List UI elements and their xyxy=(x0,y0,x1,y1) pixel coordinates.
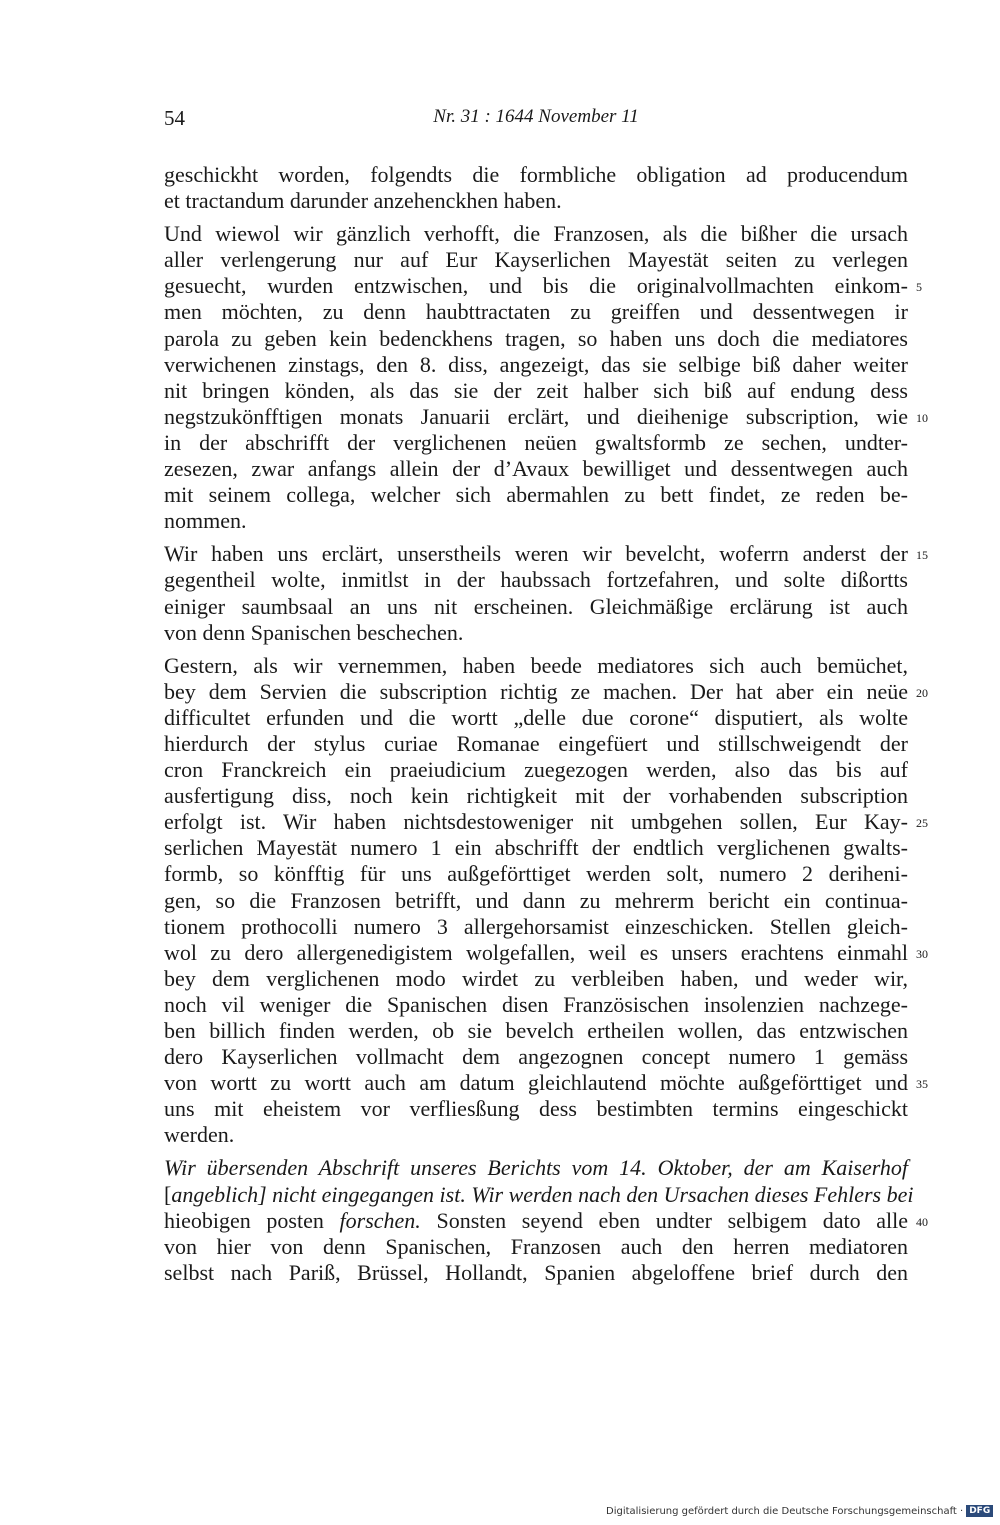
text-segment: cron Franckreich ein praeiudicium zuegezogen werden, also das bis auf xyxy=(164,757,908,783)
text-line xyxy=(164,482,908,508)
text-segment: von wortt zu wortt auch am datum gleichlautend möchte außgeförttiget und xyxy=(164,1070,908,1096)
text-segment: hieobigen posten xyxy=(164,1207,340,1233)
text-line xyxy=(164,620,908,646)
text-segment: ben billich finden werden, ob sie bevelch ertheilen wollen, das entzwischen xyxy=(164,1018,908,1043)
text-segment: nit bringen könden, als das sie der zeit halber sich biß auf endung dess xyxy=(164,377,908,403)
text-line xyxy=(164,541,928,567)
text-line xyxy=(164,939,928,966)
text-segment: angeblich xyxy=(171,1181,259,1207)
text-line xyxy=(164,888,908,914)
text-line xyxy=(164,1122,908,1148)
paragraph-gap xyxy=(164,214,908,221)
text-line xyxy=(164,247,908,273)
text-segment: bey dem Servien die subscription richtig ze machen. Der hat aber ein neüe xyxy=(164,678,908,704)
text-segment: mit seinem collega, welcher sich abermahlen zu bett findet, ze reden be- xyxy=(164,482,908,508)
text-segment: selbst nach Pariß, Brüssel, Hollandt, Spanien abgeloffene brief durch den xyxy=(164,1259,908,1285)
text-line xyxy=(164,1044,908,1070)
text-line xyxy=(164,508,908,534)
text-line xyxy=(164,1096,908,1122)
text-segment: geschickht worden, folgendts die formbliche obligation ad producendum xyxy=(164,162,908,187)
text-line xyxy=(164,809,928,835)
text-segment: Sonsten seyend eben undter selbigem dato alle xyxy=(420,1207,908,1233)
text-segment: forschen. xyxy=(339,1207,421,1233)
text-line xyxy=(164,456,908,482)
line-number: 40 xyxy=(916,1214,928,1229)
text-segment: gesuecht, wurden entzwischen, und bis die originalvollmachten einkom- xyxy=(164,273,908,299)
page-header xyxy=(164,106,908,136)
footer-credit xyxy=(606,1505,993,1517)
text-line xyxy=(164,1234,908,1260)
paragraph xyxy=(164,541,928,645)
text-line xyxy=(164,567,908,593)
text-line xyxy=(164,403,928,430)
text-line xyxy=(164,594,908,620)
text-segment: [ xyxy=(164,1181,172,1207)
text-segment: serlichen Mayestät numero 1 ein abschrifft der endtlich verglichenen gwalts- xyxy=(164,835,908,861)
text-line xyxy=(164,914,908,940)
text-line xyxy=(164,1260,908,1286)
line-number: 15 xyxy=(916,548,928,563)
text-segment: formb, so könfftig für uns außgeförttiget werden solt, numero 2 deriheni- xyxy=(164,861,908,887)
text-segment: bey dem verglichenen modo wirdet zu verbleiben haben, und weder wir, xyxy=(164,965,908,991)
text-line xyxy=(164,835,908,861)
paragraph xyxy=(164,162,908,214)
text-segment: aller verlengerung nur auf Eur Kayserlichen Mayestät seiten zu verlegen xyxy=(164,247,908,273)
paragraph xyxy=(164,652,928,1149)
text-line xyxy=(164,1181,914,1208)
text-line xyxy=(164,861,908,887)
line-number: 20 xyxy=(916,685,928,700)
text-segment: gen, so die Franzosen betrifft, und dann zu mehrerm bericht ein continua- xyxy=(164,887,908,913)
text-segment: parola zu geben kein bedenckhens tragen, so haben uns doch die mediatores xyxy=(164,325,908,351)
line-number: 5 xyxy=(916,280,922,295)
paragraph-gap xyxy=(164,534,908,541)
text-segment: gegentheil wolte, inmitlst in der haubssach fortzefahren, und solte dißortts xyxy=(164,567,908,593)
text-line xyxy=(164,273,922,299)
footer-text: Digitalisierung gefördert durch die Deutsche Forschungsgemeinschaft · xyxy=(606,1505,964,1517)
text-line xyxy=(164,1018,908,1044)
text-line xyxy=(164,757,908,783)
line-number: 30 xyxy=(916,946,928,961)
line-number: 10 xyxy=(916,410,928,425)
text-line xyxy=(164,1155,908,1181)
text-segment: von denn Spanischen beschechen. xyxy=(164,619,464,645)
line-number: 25 xyxy=(916,816,928,831)
text-line xyxy=(164,188,908,214)
text-segment: verwichenen zinstags, den 8. diss, angezeigt, das sie selbige biß daher weiter xyxy=(164,351,908,377)
text-line xyxy=(164,1070,928,1096)
text-segment: Gestern, als wir vernemmen, haben beede mediatores sich auch bemüchet, xyxy=(164,652,908,678)
text-segment: noch vil weniger die Spanischen disen Französischen insolenzien nachzege- xyxy=(164,991,908,1017)
text-line xyxy=(164,326,908,352)
line-number: 35 xyxy=(916,1077,928,1092)
text-segment: Wir übersenden Abschrift unseres Berichts vom 14. Oktober, der am Kaiserhof xyxy=(164,1155,908,1181)
text-line xyxy=(164,653,908,679)
text-line xyxy=(164,352,908,378)
paragraph-gap xyxy=(164,1148,908,1155)
text-segment: Wir haben uns erclärt, unserstheils weren wir bevelcht, woferrn anderst der xyxy=(164,541,908,567)
text-line xyxy=(164,783,908,809)
text-segment: zesezen, zwar anfangs allein der d’Avaux bewilliget und dessentwegen auch xyxy=(164,456,908,482)
text-line xyxy=(164,966,908,992)
text-segment: Und wiewol wir gänzlich verhofft, die Franzosen, als die bißher die ursach xyxy=(164,221,908,247)
dfg-logo: DFG xyxy=(966,1505,993,1517)
text-line xyxy=(164,678,928,705)
running-title: Nr. 31 : 1644 November 11 xyxy=(433,106,639,127)
page-number: 54 xyxy=(164,106,185,130)
text-segment: ] nicht eingegangen ist. Wir werden nach den Ursachen dieses Fehlers bei xyxy=(258,1181,914,1207)
text-segment: tionem prothocolli numero 3 allergehorsamist einzeschicken. Stellen gleich- xyxy=(164,913,908,939)
text-segment: ausfertigung diss, noch kein richtigkeit mit der vorhabenden subscription xyxy=(164,783,908,809)
text-segment: dero Kayserlichen vollmacht dem angezognen concept numero 1 gemäss xyxy=(164,1044,908,1070)
text-segment: werden. xyxy=(164,1122,235,1148)
text-line xyxy=(164,221,908,247)
text-segment: einiger saumbsaal an uns nit erscheinen. Gleichmäßige erclärung ist auch xyxy=(164,593,908,619)
text-segment: difficultet erfunden und die wortt „delle due corone“ disputiert, als wolte xyxy=(164,704,908,730)
text-line xyxy=(164,162,908,188)
text-line xyxy=(164,992,908,1018)
text-line xyxy=(164,299,908,325)
body-text xyxy=(164,162,928,1286)
text-segment: wol zu dero allergenedigistem wolgefallen, weil es unsers erachtens einmahl xyxy=(164,939,908,965)
text-segment: in der abschrifft der verglichenen neüen gwaltsformb ze sechen, undter- xyxy=(164,429,908,455)
text-line xyxy=(164,731,908,757)
text-line xyxy=(164,378,908,404)
text-segment: von hier von denn Spanischen, Franzosen auch den herren mediatoren xyxy=(164,1233,908,1259)
text-segment: erfolgt ist. Wir haben nichtsdestoweniger nit umbgehen sollen, Eur Kay- xyxy=(164,809,908,835)
text-segment: et tractandum darunder anzehenckhen haben. xyxy=(164,188,562,214)
text-segment: negstzukönfftigen monats Januarii erclärt, und dieihenige subscription, wie xyxy=(164,403,908,429)
paragraph xyxy=(164,221,928,534)
paragraph xyxy=(164,1155,928,1285)
text-line xyxy=(164,430,908,456)
text-segment: uns mit eheistem vor verfliesßung dess bestimbten termins eingeschickt xyxy=(164,1096,908,1122)
paragraph-gap xyxy=(164,646,908,653)
text-segment: hierdurch der stylus curiae Romanae eingefüert und stillschweigendt der xyxy=(164,730,908,756)
text-segment: men möchten, zu denn haubttractaten zu greiffen und dessentwegen ir xyxy=(164,299,908,325)
text-segment: nommen. xyxy=(164,508,247,534)
text-line xyxy=(164,1207,928,1234)
text-line xyxy=(164,705,908,731)
